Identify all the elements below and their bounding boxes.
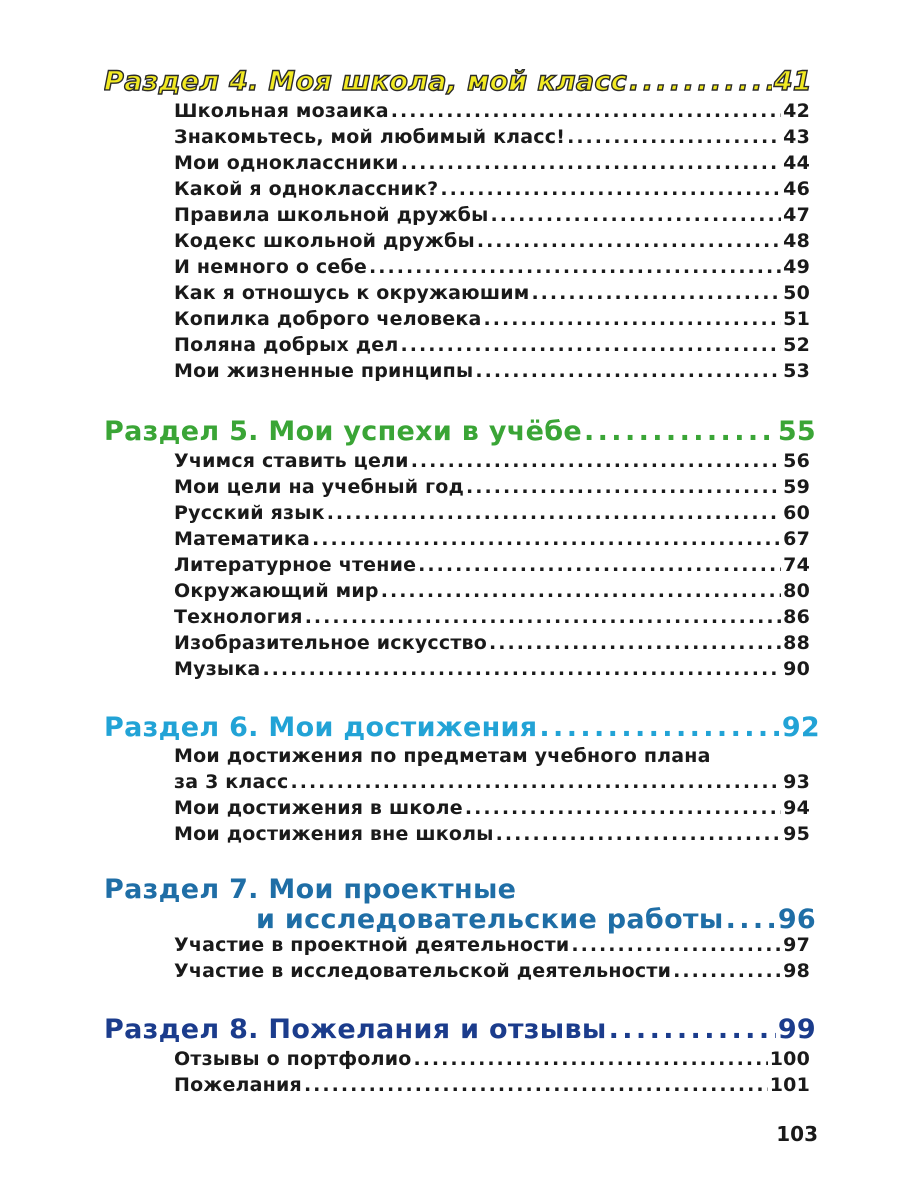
section-page: 96: [777, 904, 816, 935]
toc-item-line[interactable]: Мои достижения по предметам учебного плана: [174, 745, 711, 767]
toc-item[interactable]: Учимся ставить цели . . . 56: [174, 450, 810, 472]
toc-item[interactable]: Русский язык . . . 60: [174, 502, 810, 524]
toc-item[interactable]: Мои достижения вне школы . . . 95: [174, 823, 810, 845]
toc-item[interactable]: Кодекс школьной дружбы . . . 48: [174, 230, 810, 252]
toc-item[interactable]: Мои достижения в школе . . . 94: [174, 797, 810, 819]
toc-item[interactable]: Мои цели на учебный год . . . 59: [174, 476, 810, 498]
section-title: Раздел 5. Мои успехи в учёбе: [104, 416, 582, 447]
toc-item[interactable]: Технология . . . 86: [174, 606, 810, 628]
toc-item[interactable]: Отзывы о портфолио . . . 100: [174, 1048, 810, 1070]
toc-item[interactable]: Участие в исследовательской деятельности . . . 98: [174, 960, 810, 982]
toc-section-7[interactable]: [256, 904, 816, 935]
section-page: 92: [781, 712, 820, 743]
toc-item[interactable]: Музыка . . . 90: [174, 658, 810, 680]
toc-item[interactable]: Литературное чтение . . . 74: [174, 554, 810, 576]
toc-item[interactable]: И немного о себе . . . 49: [174, 256, 810, 278]
toc-item[interactable]: Изобразительное искусство . . . 88: [174, 632, 810, 654]
section-title: Раздел 8. Пожелания и отзывы: [104, 1014, 607, 1045]
toc-item[interactable]: Школьная мозаика . . . 42: [174, 100, 810, 122]
section-title: Раздел 6. Мои достижения: [104, 712, 538, 743]
section-page: 55: [777, 416, 816, 447]
toc-item[interactable]: Как я отношусь к окружаюшим . . . 50: [174, 282, 810, 304]
toc-section-5[interactable]: [104, 416, 816, 447]
toc-item[interactable]: за 3 класс . . . 93: [174, 771, 810, 793]
toc-item[interactable]: Какой я одноклассник? . . . 46: [174, 178, 810, 200]
toc-item[interactable]: Поляна добрых дел . . . 52: [174, 334, 810, 356]
toc-item[interactable]: Правила школьной дружбы . . . 47: [174, 204, 810, 226]
toc-item[interactable]: Математика . . . 67: [174, 528, 810, 550]
section-title: и исследовательские работы: [256, 904, 724, 935]
toc-item[interactable]: Мои одноклассники . . . 44: [174, 152, 810, 174]
toc-section-8[interactable]: [104, 1014, 816, 1045]
section-page: 99: [777, 1014, 816, 1045]
toc-item[interactable]: Окружающий мир . . . 80: [174, 580, 810, 602]
toc-section-4[interactable]: [104, 66, 812, 97]
toc-item[interactable]: Мои жизненные принципы . . . 53: [174, 360, 810, 382]
toc-item[interactable]: Участие в проектной деятельности . . . 97: [174, 934, 810, 956]
toc-section-6[interactable]: [104, 712, 820, 743]
section-page: 41: [773, 66, 812, 97]
toc-item[interactable]: Пожелания . . . 101: [174, 1074, 810, 1096]
toc-item[interactable]: Копилка доброго человека . . . 51: [174, 308, 810, 330]
section-title: Раздел 4. Моя школа, мой класс: [104, 66, 628, 97]
page-number: 103: [776, 1122, 818, 1146]
toc-item[interactable]: Знакомьтесь, мой любимый класс! . . . 43: [174, 126, 810, 148]
toc-section-7-line1[interactable]: Раздел 7. Мои проектные: [104, 874, 517, 905]
